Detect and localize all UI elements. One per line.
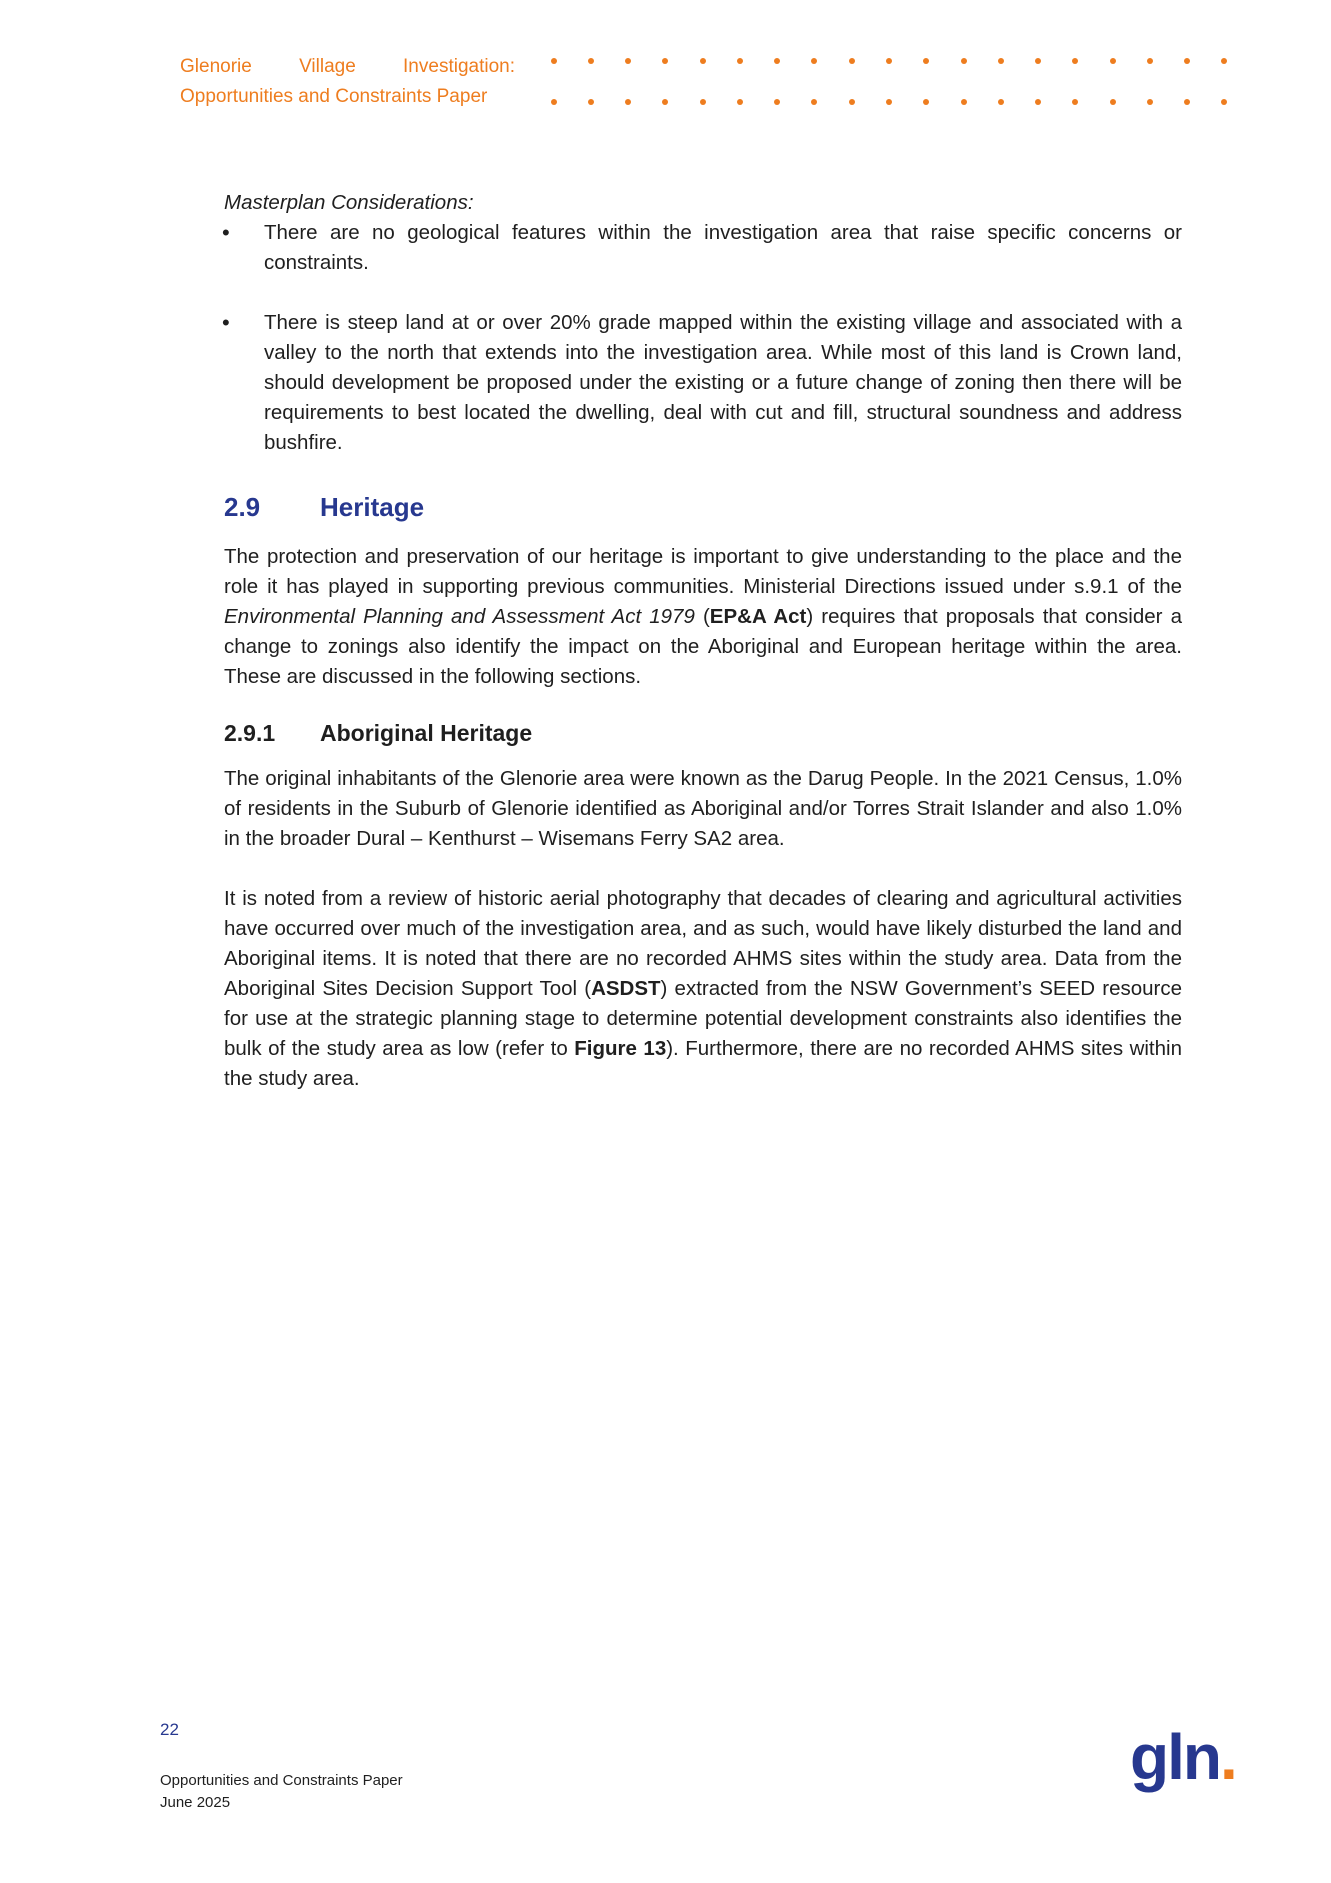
aboriginal-heritage-paragraph-2 [224, 884, 1182, 1094]
header-dot [1147, 58, 1153, 64]
text-run: ) requires that proposals that consider a change to zonings also identify the impact on the Aboriginal and European heritage within the area. These are discussed in the following sections. [224, 605, 1182, 688]
header-dot [923, 58, 929, 64]
header-dot [588, 99, 594, 105]
running-header-word: Investigation: [403, 56, 515, 77]
header-dot [886, 58, 892, 64]
header-dot [551, 58, 557, 64]
header-dot [1035, 99, 1041, 105]
section-number: 2.9 [224, 492, 261, 522]
header-dot [1147, 99, 1153, 105]
page-content [224, 188, 1182, 1124]
asdst-abbreviation: ASDST [591, 977, 661, 1000]
header-dot [1221, 58, 1227, 64]
logo-text: gln [1130, 1721, 1220, 1793]
gln-logo [1130, 1722, 1236, 1792]
header-dot [1221, 99, 1227, 105]
section-title: Heritage [320, 492, 425, 522]
aboriginal-heritage-paragraph-1: The original inhabitants of the Glenorie area were known as the Darug People. In the 2021 Census, 1.0% of residents in the Suburb of Glenorie identified as Aboriginal and/or Torres Strait Islander and also 1.0% in the broader Dural – Kenthurst – Wisemans Ferry SA2 area. [224, 767, 1182, 850]
section-heading-heritage [224, 492, 1182, 522]
page-number: 22 [160, 1720, 179, 1739]
heritage-paragraph [224, 542, 1182, 692]
text-run: It is noted from a review of historic aerial photography that decades of clearing and agricultural activities have occurred over much of the investigation area, and as such, would have likely disturbed the land and Aboriginal items. It is noted that there are no recorded AHMS sites within the study area. Data from the Aboriginal Sites Decision Support Tool ( [224, 887, 1182, 1000]
header-dot [849, 58, 855, 64]
header-dot [1110, 99, 1116, 105]
header-dot [998, 99, 1004, 105]
header-dot [849, 99, 855, 105]
header-dot [961, 58, 967, 64]
footer-doc-title: Opportunities and Constraints Paper [160, 1772, 403, 1789]
header-dot [1072, 58, 1078, 64]
header-dot [625, 99, 631, 105]
header-dot [998, 58, 1004, 64]
figure-reference: Figure 13 [574, 1037, 667, 1060]
header-dot [1110, 58, 1116, 64]
header-dot [886, 99, 892, 105]
header-dot [1184, 99, 1190, 105]
header-dot [551, 99, 557, 105]
masterplan-bullet-list [224, 218, 1182, 458]
subsection-number: 2.9.1 [224, 720, 276, 746]
running-header-line-1 [180, 52, 515, 82]
header-dot [588, 58, 594, 64]
header-dot [700, 99, 706, 105]
header-dot [1184, 58, 1190, 64]
header-dot [923, 99, 929, 105]
running-header-word: Glenorie [180, 56, 252, 77]
act-name: Environmental Planning and Assessment Act 1979 [224, 605, 695, 628]
text-run: ) extracted from the NSW Government’s SEED resource for use at the strategic planning stage to determine potential development constraints also identifies the bulk of the study area as low (refer to [224, 977, 1182, 1060]
header-dot [700, 58, 706, 64]
footer-date: June 2025 [160, 1794, 231, 1811]
text-run: ). Furthermore, there are no recorded AHMS sites within the study area. [224, 1037, 1182, 1090]
running-header-title [180, 52, 515, 112]
masterplan-heading: Masterplan Considerations: [224, 191, 474, 214]
running-header-line-2: Opportunities and Constraints Paper [180, 86, 488, 107]
header-dot [737, 58, 743, 64]
header-dot [662, 58, 668, 64]
subsection-title: Aboriginal Heritage [320, 720, 533, 746]
header-dot-pattern [535, 58, 1243, 108]
header-dot [774, 58, 780, 64]
header-dot [811, 99, 817, 105]
header-dot [961, 99, 967, 105]
text-run: The protection and preservation of our heritage is important to give understanding to the place and the role it has played in supporting previous communities. Ministerial Directions issued under s.9.1 of the [224, 545, 1182, 598]
text-run: ( [694, 605, 710, 628]
header-dot [1035, 58, 1041, 64]
footer-document-info [160, 1770, 403, 1814]
subsection-heading-aboriginal-heritage [224, 718, 1182, 748]
header-dot [774, 99, 780, 105]
header-dot [1072, 99, 1078, 105]
running-header-word: Village [299, 56, 356, 77]
bullet-item: • There is steep land at or over 20% grade mapped within the existing village and associated with a valley to the north that extends into the investigation area. While most of this land is Crown land, should development be proposed under the existing or a future change of zoning then there will be requirements to best located the dwelling, deal with cut and fill, structural soundness and address bushfire. [224, 308, 1182, 458]
header-dot [662, 99, 668, 105]
act-abbreviation: EP&A Act [709, 605, 807, 628]
logo-dot: . [1219, 1721, 1236, 1793]
header-dot [625, 58, 631, 64]
bullet-item: • There are no geological features within the investigation area that raise specific concerns or constraints. [224, 218, 1182, 278]
header-dot [811, 58, 817, 64]
header-dot [737, 99, 743, 105]
